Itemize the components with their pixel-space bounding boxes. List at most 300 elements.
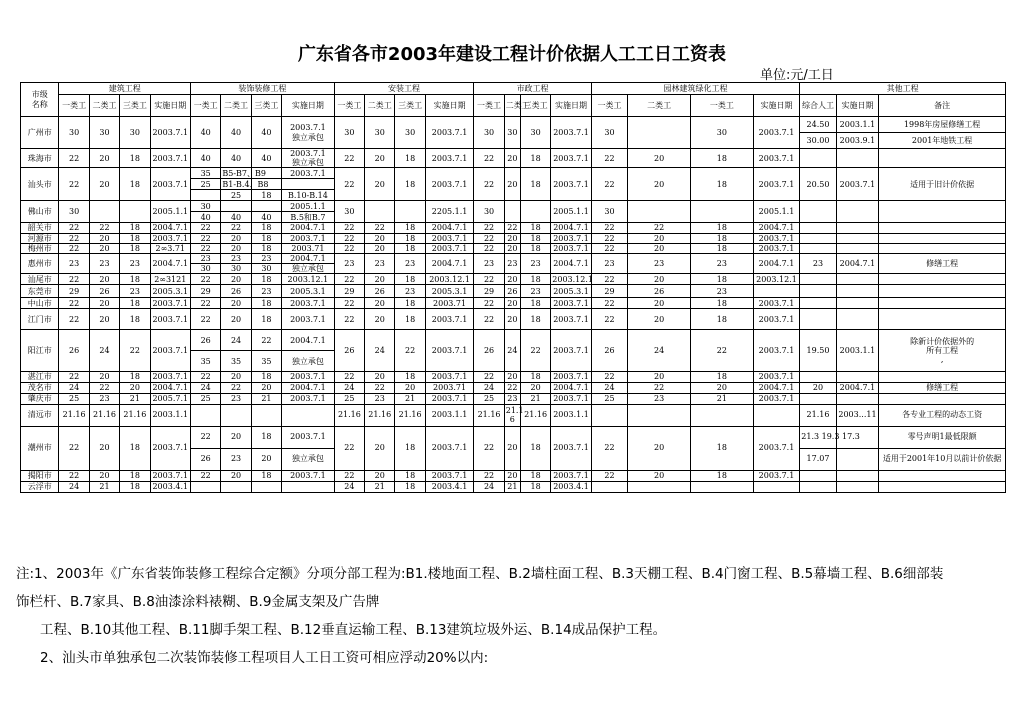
decoration-cell — [221, 481, 251, 492]
decoration-cell: 40 — [191, 149, 221, 168]
installation-cell: 30 — [395, 117, 425, 149]
installation-cell: 21.16 — [334, 404, 364, 426]
other-wage-cell: 20.50 — [800, 168, 836, 201]
installation-cell: 20 — [365, 309, 395, 330]
decoration-cell: 40 — [251, 117, 281, 149]
decoration-cell: 22 — [221, 382, 251, 393]
installation-cell: 2003.7.1 — [425, 426, 474, 470]
landscape-cell: 20 — [628, 274, 691, 285]
municipal-cell: 2003.4.1 — [551, 481, 591, 492]
decoration-cell — [191, 190, 221, 201]
decoration-cell: 35 — [251, 351, 281, 372]
construction-cell: 2005.7.1 — [150, 393, 190, 404]
construction-cell: 20 — [89, 168, 119, 201]
construction-cell: 2003.7.1 — [150, 298, 190, 309]
decoration-cell — [282, 481, 335, 492]
landscape-cell: 22 — [591, 149, 627, 168]
municipal-cell: 20 — [504, 168, 520, 201]
municipal-cell: 21.16 — [474, 404, 504, 426]
decoration-cell: 2003.7.1 — [282, 372, 335, 382]
construction-cell: 24 — [59, 382, 89, 393]
installation-cell — [365, 201, 395, 223]
decoration-cell: 22 — [191, 309, 221, 330]
column-header: 三类工 — [251, 95, 281, 117]
construction-cell: 2004.7.1 — [150, 253, 190, 273]
decoration-cell: 22 — [191, 233, 221, 243]
landscape-cell: 18 — [690, 233, 753, 243]
installation-cell: 22 — [334, 274, 364, 285]
landscape-cell: 20 — [690, 382, 753, 393]
remark-cell: 各专业工程的动态工资 — [879, 404, 1006, 426]
installation-cell: 30 — [365, 117, 395, 149]
table-row — [21, 83, 1006, 95]
landscape-cell: 26 — [591, 330, 627, 372]
remark-cell — [879, 223, 1006, 233]
decoration-cell: B1-B.4、B8 — [222, 179, 269, 189]
decoration-cell: 40 — [221, 149, 251, 168]
decoration-cell: B.10-B.14 — [282, 190, 335, 201]
installation-cell: 20 — [395, 382, 425, 393]
column-header: 二类工 — [365, 95, 395, 117]
table-row — [21, 481, 1006, 492]
installation-cell: 18 — [395, 426, 425, 470]
municipal-cell: 20 — [504, 233, 520, 243]
municipal-cell: 23 — [504, 393, 520, 404]
decoration-cell: 2004.7.1 — [282, 330, 335, 351]
decoration-cell: 2003.7.1 — [282, 393, 335, 404]
landscape-cell — [628, 201, 691, 223]
municipal-cell: 2003.7.1 — [551, 149, 591, 168]
installation-cell: 21 — [365, 481, 395, 492]
other-wage-cell — [800, 309, 836, 330]
remark-cell — [879, 274, 1006, 285]
landscape-cell: 22 — [591, 298, 627, 309]
decoration-cell: 40 — [251, 149, 281, 168]
city-name: 潮州市 — [21, 426, 59, 470]
municipal-cell: 20 — [504, 470, 520, 481]
installation-cell: 18 — [395, 470, 425, 481]
column-header: 二类工 — [221, 95, 251, 117]
remark-cell: 适用于旧计价依据 — [879, 168, 1006, 201]
construction-cell: 30 — [59, 201, 89, 223]
municipal-cell: 22 — [474, 470, 504, 481]
landscape-cell: 18 — [690, 298, 753, 309]
other-date-cell — [836, 149, 879, 168]
landscape-cell: 18 — [690, 149, 753, 168]
decoration-cell: 23 — [221, 393, 251, 404]
table-row — [21, 285, 1006, 298]
other-date-cell — [836, 481, 879, 492]
landscape-cell: 18 — [690, 426, 753, 470]
municipal-cell: 21 — [504, 481, 520, 492]
installation-cell: 2003.7.1 — [425, 470, 474, 481]
other-wage-cell — [800, 149, 836, 168]
construction-cell: 2005.1.1 — [150, 201, 190, 223]
column-header: 一类工 — [59, 95, 89, 117]
construction-cell: 2003.7.1 — [150, 372, 190, 382]
remark-cell — [879, 298, 1006, 309]
column-header: 二类工 — [504, 95, 520, 117]
table-row — [21, 404, 1006, 426]
decoration-cell: B5-B7、B9 — [222, 168, 266, 178]
construction-cell: 20 — [89, 274, 119, 285]
city-name: 韶关市 — [21, 223, 59, 233]
other-date-cell — [836, 393, 879, 404]
table-row — [21, 243, 1006, 253]
group-header: 市政工程 — [474, 83, 591, 95]
decoration-cell: 20 — [221, 309, 251, 330]
construction-cell: 24 — [89, 330, 119, 372]
construction-cell: 29 — [59, 285, 89, 298]
remark-cell: 修缮工程 — [879, 382, 1006, 393]
other-date-cell: 2003.7.1 — [836, 168, 879, 201]
table-row — [21, 274, 1006, 285]
municipal-cell: 22 — [474, 426, 504, 470]
construction-cell: 22 — [59, 233, 89, 243]
remark-cell — [879, 372, 1006, 382]
table-row — [21, 382, 1006, 393]
landscape-cell: 18 — [690, 168, 753, 201]
remark-cell — [879, 309, 1006, 330]
landscape-cell: 2003.7.1 — [753, 298, 800, 309]
column-header: 综合人工 — [800, 95, 836, 117]
installation-cell: 2003.71 — [425, 298, 474, 309]
other-date-cell: 2003.1.1 — [836, 117, 879, 133]
landscape-cell: 30 — [591, 117, 627, 149]
installation-cell: 2003.7.1 — [425, 372, 474, 382]
column-header: 一类工 — [591, 95, 627, 117]
landscape-cell — [628, 404, 691, 426]
construction-cell: 18 — [120, 481, 150, 492]
municipal-cell: 22 — [520, 330, 550, 372]
installation-cell: 23 — [365, 253, 395, 273]
installation-cell: 22 — [334, 309, 364, 330]
construction-cell: 23 — [120, 285, 150, 298]
table-row — [21, 149, 1006, 168]
construction-cell: 30 — [59, 117, 89, 149]
municipal-cell: 23 — [520, 285, 550, 298]
municipal-cell: 23 — [520, 253, 550, 273]
municipal-cell: 22 — [474, 168, 504, 201]
other-wage-cell: 23 — [800, 253, 836, 273]
landscape-cell: 20 — [628, 243, 691, 253]
municipal-cell: 2003.7.1 — [551, 233, 591, 243]
installation-cell: 18 — [395, 298, 425, 309]
decoration-cell: 30 — [251, 264, 281, 274]
construction-cell: 20 — [89, 470, 119, 481]
remark-cell: 修缮工程 — [879, 253, 1006, 273]
municipal-cell: 18 — [520, 243, 550, 253]
landscape-cell: 22 — [591, 223, 627, 233]
decoration-cell: 22 — [191, 223, 221, 233]
installation-cell: 24 — [365, 330, 395, 372]
municipal-cell: 26 — [474, 330, 504, 372]
municipal-cell: 2003.7.1 — [551, 243, 591, 253]
municipal-cell: 18 — [520, 149, 550, 168]
construction-cell: 20 — [89, 426, 119, 470]
installation-cell: 2003.12.1 — [425, 274, 474, 285]
table-row — [21, 168, 1006, 179]
table-row — [21, 201, 1006, 212]
decoration-cell: 2003.7.1 — [282, 426, 335, 448]
landscape-cell: 2003.7.1 — [753, 426, 800, 470]
city-name: 中山市 — [21, 298, 59, 309]
installation-cell: 18 — [395, 372, 425, 382]
installation-cell: 22 — [334, 470, 364, 481]
city-name: 揭阳市 — [21, 470, 59, 481]
construction-cell: 2003.7.1 — [150, 330, 190, 372]
column-header: 一类工 — [191, 95, 221, 117]
other-date-cell — [836, 448, 879, 470]
municipal-cell: 2003.7.1 — [551, 298, 591, 309]
construction-cell: 2004.7.1 — [150, 223, 190, 233]
other-date-cell — [836, 243, 879, 253]
table-row — [21, 372, 1006, 382]
installation-cell: 2003.4.1 — [425, 481, 474, 492]
construction-cell: 18 — [120, 298, 150, 309]
decoration-cell: 20 — [221, 233, 251, 243]
decoration-cell: 22 — [191, 274, 221, 285]
remark-cell: 1998年房屋修缮工程 — [879, 117, 1006, 133]
municipal-cell: 20 — [504, 298, 520, 309]
decoration-cell: 18 — [251, 233, 281, 243]
landscape-cell: 18 — [690, 309, 753, 330]
landscape-cell — [591, 404, 627, 426]
city-name: 汕尾市 — [21, 274, 59, 285]
decoration-cell: 22 — [221, 223, 251, 233]
municipal-cell: 21.16 — [520, 404, 550, 426]
installation-cell: 18 — [395, 233, 425, 243]
decoration-cell: 18 — [251, 274, 281, 285]
decoration-cell: 30 — [191, 264, 221, 274]
other-wage-cell: 19.50 — [800, 330, 836, 372]
landscape-cell: 22 — [591, 470, 627, 481]
note-line-1: 注:1、2003年《广东省装饰装修工程综合定额》分项分部工程为:B1.楼地面工程、B.2墙柱面工程、B.3天棚工程、B.4门窗工程、B.5幕墙工程、B.6细部装 — [16, 566, 944, 582]
column-header: 实施日期 — [150, 95, 190, 117]
decoration-cell — [221, 404, 251, 426]
construction-cell: 20 — [89, 243, 119, 253]
installation-cell: 20 — [365, 372, 395, 382]
municipal-cell: 2003.7.1 — [551, 470, 591, 481]
municipal-cell: 18 — [520, 426, 550, 470]
municipal-cell: 23 — [504, 253, 520, 273]
remark-cell: 2001年地铁工程 — [879, 133, 1006, 149]
decoration-cell: 独立承包 — [282, 264, 335, 274]
decoration-cell: 20 — [251, 382, 281, 393]
municipal-cell: 2004.7.1 — [551, 253, 591, 273]
decoration-cell: 22 — [191, 243, 221, 253]
landscape-cell: 2004.7.1 — [753, 382, 800, 393]
landscape-cell — [690, 404, 753, 426]
decoration-cell: 35 — [191, 351, 221, 372]
decoration-cell: 2004.7.1 — [282, 223, 335, 233]
decoration-cell: 18 — [251, 372, 281, 382]
municipal-cell: 21 — [520, 393, 550, 404]
municipal-cell: 2003.7.1 — [551, 372, 591, 382]
construction-cell: 23 — [120, 253, 150, 273]
construction-cell: 2003.7.1 — [150, 117, 190, 149]
column-header: 实施日期 — [282, 95, 335, 117]
construction-cell: 18 — [120, 470, 150, 481]
decoration-cell: 26 — [191, 448, 221, 470]
municipal-cell: 24 — [474, 382, 504, 393]
column-header: 备注 — [879, 95, 1006, 117]
landscape-cell: 2005.1.1 — [753, 201, 800, 223]
installation-cell: 20 — [365, 298, 395, 309]
other-wage-cell: 30.00 — [800, 133, 836, 149]
landscape-cell: 23 — [628, 393, 691, 404]
decoration-cell: 23 — [191, 253, 221, 263]
remark-cell — [879, 470, 1006, 481]
municipal-cell: 26 — [504, 285, 520, 298]
landscape-cell: 22 — [591, 426, 627, 470]
city-name: 汕头市 — [21, 168, 59, 201]
decoration-cell: 20 — [221, 426, 251, 448]
landscape-cell: 2003.7.1 — [753, 233, 800, 243]
municipal-cell: 18 — [520, 372, 550, 382]
construction-cell: 23 — [89, 393, 119, 404]
installation-cell: 2003.7.1 — [425, 330, 474, 372]
other-wage-cell — [800, 285, 836, 298]
installation-cell: 21.16 — [395, 404, 425, 426]
installation-cell: 2003.7.1 — [425, 393, 474, 404]
landscape-cell: 22 — [591, 233, 627, 243]
installation-cell: 2003.7.1 — [425, 233, 474, 243]
decoration-cell: 18 — [251, 298, 281, 309]
column-header: 实施日期 — [551, 95, 591, 117]
decoration-cell: 20 — [221, 298, 251, 309]
other-wage-cell — [800, 201, 836, 223]
city-name: 梅州市 — [21, 243, 59, 253]
installation-cell: 20 — [365, 426, 395, 470]
landscape-cell — [753, 481, 800, 492]
decoration-cell: 23 — [221, 448, 251, 470]
decoration-cell: 22 — [251, 330, 281, 351]
municipal-cell: 2003.7.1 — [551, 393, 591, 404]
other-wage-cell — [800, 393, 836, 404]
decoration-cell — [251, 404, 281, 426]
construction-cell: 30 — [120, 117, 150, 149]
landscape-cell: 2003.7.1 — [753, 309, 800, 330]
decoration-cell: 30 — [221, 264, 251, 274]
decoration-cell: 30 — [191, 201, 221, 212]
municipal-cell: 2003.1.1 — [551, 404, 591, 426]
municipal-cell: 22 — [474, 233, 504, 243]
decoration-cell: B.5和B.7 — [282, 212, 335, 223]
construction-cell: 2003.7.1 — [150, 149, 190, 168]
landscape-cell: 20 — [628, 298, 691, 309]
decoration-cell: 2003.7.1 — [282, 470, 335, 481]
landscape-cell: 18 — [690, 372, 753, 382]
construction-cell: 26 — [59, 330, 89, 372]
decoration-cell — [282, 404, 335, 426]
decoration-cell: 25 — [191, 393, 221, 404]
installation-cell: 22 — [334, 243, 364, 253]
municipal-cell: 22 — [474, 372, 504, 382]
landscape-cell — [591, 481, 627, 492]
landscape-cell: 20 — [628, 149, 691, 168]
other-date-cell — [836, 223, 879, 233]
construction-cell — [89, 201, 119, 223]
city-name: 珠海市 — [21, 149, 59, 168]
city-name: 阳江市 — [21, 330, 59, 372]
remark-cell — [879, 285, 1006, 298]
installation-cell: 20 — [365, 243, 395, 253]
installation-cell: 24 — [334, 382, 364, 393]
city-name: 河源市 — [21, 233, 59, 243]
decoration-cell: 35 — [191, 168, 221, 179]
installation-cell: 20 — [365, 149, 395, 168]
decoration-cell: 22 — [191, 426, 221, 448]
decoration-cell: 18 — [251, 190, 281, 201]
landscape-cell: 24 — [628, 330, 691, 372]
installation-cell: 22 — [334, 233, 364, 243]
landscape-cell — [753, 404, 800, 426]
construction-cell: 20 — [89, 149, 119, 168]
municipal-cell: 21.1 6 — [505, 405, 524, 424]
municipal-cell: 18 — [520, 470, 550, 481]
construction-cell — [120, 201, 150, 223]
municipal-cell: 20 — [504, 149, 520, 168]
installation-cell: 20 — [365, 168, 395, 201]
installation-cell: 22 — [365, 223, 395, 233]
other-date-cell: 2004.7.1 — [836, 382, 879, 393]
installation-cell: 25 — [334, 393, 364, 404]
other-wage-cell: 21.3 19.3 17.3 — [800, 426, 836, 448]
column-header: 三类工 — [520, 95, 550, 117]
municipal-cell: 18 — [520, 309, 550, 330]
landscape-cell: 20 — [628, 309, 691, 330]
decoration-cell: 40 — [221, 212, 251, 223]
construction-cell: 22 — [59, 223, 89, 233]
construction-cell: 22 — [59, 298, 89, 309]
municipal-cell: 2003.12.1 — [552, 274, 593, 284]
municipal-cell: 20 — [504, 309, 520, 330]
construction-cell: 26 — [89, 285, 119, 298]
city-name: 湛江市 — [21, 372, 59, 382]
column-header: 三类工 — [395, 95, 425, 117]
municipal-cell: 18 — [520, 223, 550, 233]
landscape-cell: 2004.7.1 — [753, 223, 800, 233]
landscape-cell — [690, 201, 753, 223]
construction-cell: 21.16 — [89, 404, 119, 426]
installation-cell: 26 — [334, 330, 364, 372]
decoration-cell: 18 — [251, 309, 281, 330]
table-row — [21, 253, 1006, 263]
construction-cell: 18 — [120, 149, 150, 168]
landscape-cell: 2003.7.1 — [753, 330, 800, 372]
installation-cell: 24 — [334, 481, 364, 492]
municipal-cell: 23 — [474, 253, 504, 273]
other-wage-cell — [800, 298, 836, 309]
group-header: 建筑工程 — [59, 83, 191, 95]
construction-cell: 2003.1.1 — [150, 404, 190, 426]
decoration-cell: 25 — [221, 190, 251, 201]
construction-cell: 18 — [120, 426, 150, 470]
landscape-cell: 18 — [690, 274, 753, 285]
decoration-cell: 2003.7.1 — [282, 298, 335, 309]
municipal-cell: 22 — [504, 223, 520, 233]
municipal-cell: 2004.7.1 — [551, 223, 591, 233]
city-name: 云浮市 — [21, 481, 59, 492]
table-row — [21, 223, 1006, 233]
installation-cell: 2003.7.1 — [425, 149, 474, 168]
city-name: 江门市 — [21, 309, 59, 330]
column-header: 一类工 — [690, 95, 753, 117]
landscape-cell: 2003.7.1 — [753, 117, 800, 149]
construction-cell: 22 — [89, 382, 119, 393]
installation-cell: 18 — [395, 274, 425, 285]
